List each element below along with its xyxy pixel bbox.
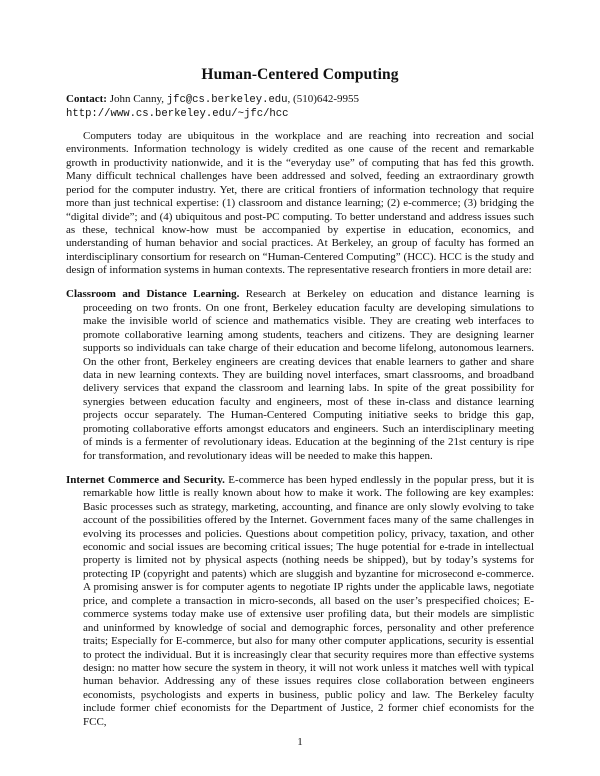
contact-label: Contact: bbox=[66, 93, 107, 105]
section-body: E-commerce has been hyped endlessly in the popular press, but it is remarkable how little is really known about how to make it work. The following are key examples: Basic processes such as strategy, marketing, accounting, and finance are only slowly evolving to take account of the possibilities offered by the Internet. Government faces many of the same challenges in evolving its processes and policies. Questions about competition policy, privacy, taxation, and other economic and social issues are becoming critical issues; The huge potential for e-trade in intellectual property is limited not by physical aspects (nothing needs be shipped), but by today’s systems for protecting IP (copyright and patents) which are sluggish and byzantine for microsecond e-commerce. A promising answer is for computer agents to negotiate IP rights under the applicable laws, negotiate price, and complete a transaction in micro-seconds, all based on the user’s prespecified choices; E-commerce systems today make use of extensive user profiling data, but their models are simplistic and uninformed by knowledge of social and demographic forces, personality and other preference traits; Especially for E-commerce, but also for many other computer applications, security is essential to protect the individual. But it is increasingly clear that security requires more than effective systems design: no matter how secure the system in theory, it will not work unless it matches well with typical human behavior. Addressing any of these issues requires close collaboration between engineers economists, psychologists and experts in business, public policy and law. The Berkeley faculty include former chief economists for the Department of Justice, 2 former chief economists for the FCC, bbox=[83, 473, 534, 728]
contact-email[interactable]: jfc@cs.berkeley.edu bbox=[166, 94, 288, 106]
page-title: Human-Centered Computing bbox=[201, 66, 399, 83]
paper-page bbox=[66, 66, 534, 729]
page-number: 1 bbox=[297, 736, 303, 748]
section-internet-commerce bbox=[66, 474, 534, 730]
section-body: Research at Berkeley on education and distance learning is proceeding on two fronts. On one front, Berkeley education faculty are developing simulations to make the invisible world of science and mathematics visible. They are creating web interfaces to promote collaborative learning among students, teachers and citizens. They are designing learner supports so individuals can take charge of their education and become lifelong, autonomous learners. On the other front, Berkeley engineers are creating devices that enable learners to gather and share data in new learning contexts. They are building novel interfaces, smart classrooms, and broadband delivery services that expand the classroom and learning labs. In spite of the great possibility for synergies between education faculty and engineers, most of these in-class and distance learning projects occur separately. The Human-Centered Computing initiative seeks to bridge this gap, promoting collaborative efforts amongst educators and engineers. Such an interdisciplinary meeting of minds is a fermenter of revolutionary ideas. Education at the beginning of the 21st century is ripe for transformation, and revolutionary ideas will be needed to make this happen. bbox=[83, 288, 534, 462]
contact-block bbox=[66, 93, 534, 122]
intro-paragraph: Computers today are ubiquitous in the workplace and are reaching into recreation and social environments. Information technology is widely credited as one cause of the recent and remarkable growth in productivity nationwide, and it is the “everyday use” of computing that has fed this growth. Many difficult technical challenges have been addressed and solved, feeding an extraordinary growth period for the computer industry. Yet, there are critical frontiers of information technology that require more than just technical expertise: (1) classroom and distance learning; (2) e-commerce; (3) bridging the “digital divide”; and (4) ubiquitous and post-PC computing. To better understand and address issues such as these, technical know-how must be accompanied by expertise in education, economics, and understanding of human behavior and social practices. At Berkeley, an group of faculty has formed an interdisciplinary consortium for research on “Human-Centered Computing” (HCC). HCC is the study and design of information systems in human contexts. The representative research frontiers in more detail are: bbox=[66, 129, 534, 277]
section-heading: Internet Commerce and Security. bbox=[66, 473, 225, 486]
contact-phone: , (510)642-9955 bbox=[287, 93, 360, 105]
section-classroom-learning bbox=[66, 288, 534, 463]
section-heading: Classroom and Distance Learning. bbox=[66, 288, 240, 301]
contact-url[interactable]: http://www.cs.berkeley.edu/~jfc/hcc bbox=[66, 108, 289, 121]
contact-name: John Canny, bbox=[106, 93, 167, 105]
